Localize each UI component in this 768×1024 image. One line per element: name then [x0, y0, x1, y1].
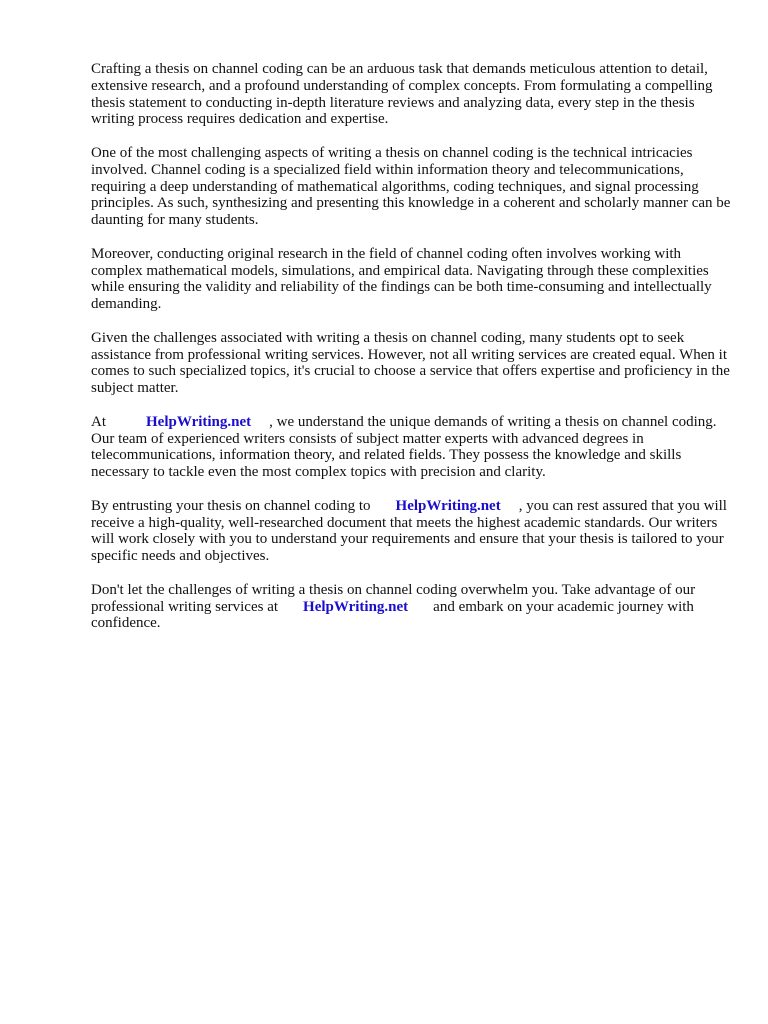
paragraph-text: At [91, 413, 106, 430]
helpwriting-link[interactable]: HelpWriting.net [303, 598, 409, 615]
paragraph-text: and embark on your academic journey with confidence. [91, 598, 694, 632]
helpwriting-link[interactable]: HelpWriting.net [395, 497, 501, 514]
paragraph-closing [91, 582, 731, 632]
paragraph-text: , we understand the unique demands of writing a thesis on channel coding. Our team of experienced writers consists of subject matter experts with advanced degrees in telecommunications, information theory, and related fields. They possess the knowledge and skills necessary to tackle even the most complex topics with precision and clarity. [91, 413, 717, 481]
document-body [91, 61, 731, 649]
paragraph-challenges: One of the most challenging aspects of writing a thesis on channel coding is the technical intricacies involved. Channel coding is a specialized field within information theory and telecommunications, requiring a deep understanding of mathematical algorithms, coding techniques, and signal processing principles. As such, synthesizing and presenting this knowledge in a coherent and scholarly manner can be daunting for many students. [91, 144, 731, 229]
paragraph-entrusting [91, 498, 731, 565]
helpwriting-link[interactable]: HelpWriting.net [146, 413, 252, 430]
paragraph-text: By entrusting your thesis on channel coding to [91, 497, 371, 514]
paragraph-research: Moreover, conducting original research in the field of channel coding often involves working with complex mathematical models, simulations, and empirical data. Navigating through these complexities while ensuring the validity and reliability of the findings can be both time-consuming and intellectually demanding. [91, 245, 712, 313]
paragraph-about-service [91, 414, 731, 481]
paragraph-text: , you can rest assured that you will receive a high-quality, well-researched document that meets the highest academic standards. Our writers will work closely with you to understand your requirements and ensure that your thesis is tailored to your specific needs and objectives. [91, 497, 727, 565]
paragraph-assistance: Given the challenges associated with writing a thesis on channel coding, many students opt to seek assistance from professional writing services. However, not all writing services are created equal. When it comes to such specialized topics, it's crucial to choose a service that offers expertise and proficiency in the subject matter. [91, 329, 730, 397]
paragraph-text: Don't let the challenges of writing a thesis on channel coding overwhelm you. Take advantage of our professional writing services at [91, 581, 696, 615]
paragraph-intro: Crafting a thesis on channel coding can be an arduous task that demands meticulous attention to detail, extensive research, and a profound understanding of complex concepts. From formulating a compelling thesis statement to conducting in-depth literature reviews and analyzing data, every step in the thesis writing process requires dedication and expertise. [91, 61, 713, 128]
